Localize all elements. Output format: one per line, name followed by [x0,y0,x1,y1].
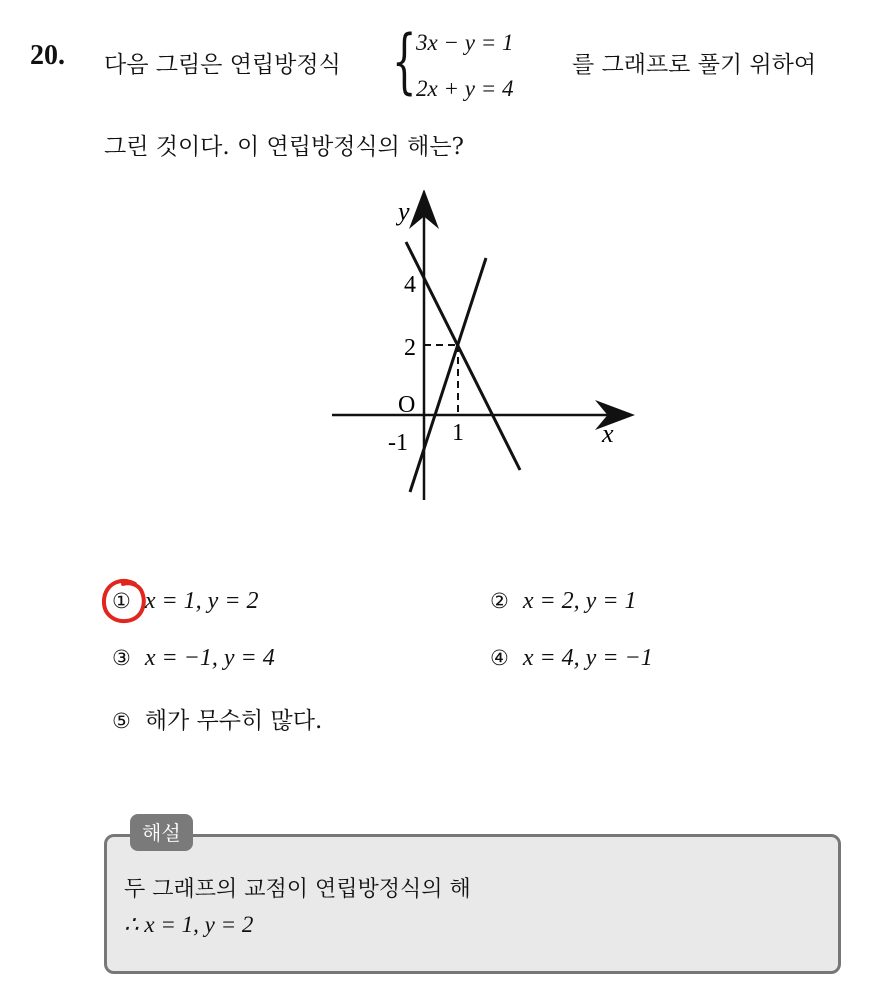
choice-2-marker: ② [490,589,509,613]
question-text-line2: 그린 것이다. 이 연립방정식의 해는? [104,134,464,160]
choice-4[interactable] [490,645,653,672]
line-3x-y-1 [410,258,486,492]
question-text-before: 다음 그림은 연립방정식 [104,52,341,78]
choice-3-text: x = −1, y = 4 [144,645,275,671]
explanation-line-2: ∴ x = 1, y = 2 [124,912,254,937]
explanation-box [104,834,841,974]
explanation-line-1: 두 그래프의 교점이 연립방정식의 해 [124,877,471,902]
choice-3-marker: ③ [112,646,131,670]
choice-1-marker: ① [112,589,131,613]
y-axis-label: y [398,197,410,226]
x-tick-1: 1 [452,420,464,446]
y-tick-2: 2 [404,335,416,361]
choice-2-text: x = 2, y = 1 [522,588,637,614]
equation-1: 3x − y = 1 [416,30,514,55]
y-tick-minus1: -1 [388,430,408,456]
system-brace: { [392,20,417,102]
question-text-after: 를 그래프로 풀기 위하여 [572,52,817,78]
choice-4-text: x = 4, y = −1 [522,645,653,671]
explanation-tag: 해설 [130,814,193,851]
choice-2[interactable] [490,588,637,615]
choice-5-text: 해가 무수히 많다. [144,708,323,734]
y-tick-4: 4 [404,272,416,298]
choice-3[interactable] [112,645,275,672]
choice-5[interactable] [112,702,322,735]
choice-1-text: x = 1, y = 2 [144,588,259,614]
choice-5-marker: ⑤ [112,709,131,733]
origin-label: O [398,392,416,418]
x-axis-label: x [602,419,614,448]
question-number: 20. [30,40,65,71]
choice-1[interactable] [112,588,259,615]
choice-4-marker: ④ [490,646,509,670]
graph-figure [320,190,640,510]
equation-2: 2x + y = 4 [416,76,514,101]
